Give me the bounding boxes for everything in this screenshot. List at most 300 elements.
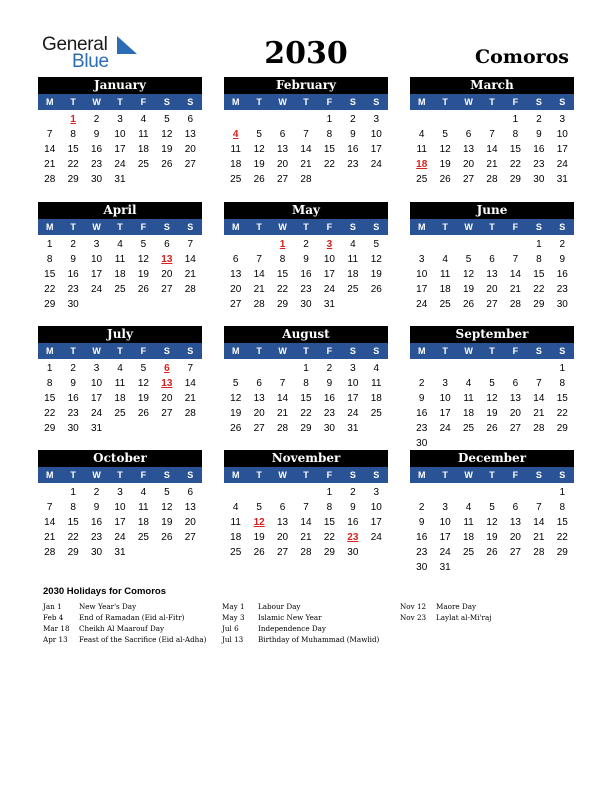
day-cell: 2: [536, 114, 542, 125]
day-cell: 5: [373, 239, 380, 250]
weekday-label: S: [535, 346, 542, 356]
day-cell: 4: [117, 363, 123, 374]
weekday-label: S: [163, 470, 170, 480]
day-cell: 24: [91, 284, 103, 295]
day-cell: 26: [161, 159, 173, 170]
day-cell: 5: [232, 378, 239, 389]
weekday-label: T: [70, 222, 76, 232]
weekday-label: M: [45, 222, 54, 232]
day-cell: 22: [44, 284, 56, 295]
day-cell: 9: [70, 378, 76, 389]
day-cell: 27: [509, 423, 521, 434]
day-cell: 24: [370, 159, 382, 170]
day-cell: 24: [556, 159, 568, 170]
day-cell: 11: [230, 517, 241, 528]
day-cell: 30: [347, 547, 359, 558]
day-cell: 9: [303, 254, 309, 265]
day-cell: 29: [44, 299, 56, 310]
holiday-name: New Year's Day: [79, 602, 137, 611]
day-cell: 5: [140, 363, 147, 374]
day-cell: 27: [509, 547, 521, 558]
day-cell: 18: [230, 532, 242, 543]
day-cell: 11: [114, 378, 126, 389]
weekday-label: M: [231, 346, 240, 356]
day-cell: 3: [117, 114, 123, 125]
day-cell: 29: [44, 423, 56, 434]
weekday-label: T: [117, 470, 123, 480]
day-cell: 17: [370, 144, 382, 155]
holiday-item: [43, 601, 206, 612]
month-title: April: [38, 202, 202, 219]
day-cell: 1: [303, 363, 309, 374]
day-cell: 1: [326, 114, 333, 125]
day-cell: 26: [486, 547, 498, 558]
empty-cell: [247, 485, 270, 500]
day-cell: 14: [509, 269, 521, 280]
weekday-label: S: [373, 222, 380, 232]
day-cell: 27: [486, 299, 498, 310]
day-cell: 14: [277, 393, 289, 404]
day-cell: 8: [536, 254, 542, 265]
empty-cell: [480, 112, 503, 127]
day-cell: 14: [486, 144, 498, 155]
day-cell: 3: [93, 239, 100, 250]
day-cell: 8: [279, 254, 286, 265]
day-cell: 11: [138, 502, 149, 513]
day-cell: 31: [323, 299, 335, 310]
day-cell: 12: [230, 393, 242, 404]
day-cell: 17: [439, 532, 451, 543]
holiday-item: [43, 612, 206, 623]
month-title: October: [38, 450, 202, 467]
day-cell: 27: [184, 532, 196, 543]
weekday-label: T: [256, 97, 262, 107]
day-cell: 11: [114, 254, 126, 265]
day-grid: [38, 485, 202, 560]
month-title: November: [224, 450, 388, 467]
day-cell: 21: [509, 284, 521, 295]
holiday-date: May 1: [222, 602, 245, 611]
day-cell: 22: [509, 159, 521, 170]
day-cell: 17: [114, 144, 126, 155]
empty-cell: [527, 361, 550, 376]
day-cell: 5: [256, 502, 262, 513]
day-cell: 24: [114, 159, 126, 170]
holiday-date: Nov 23: [400, 613, 427, 622]
day-cell: 22: [323, 532, 335, 543]
holiday-date: Jul 13: [222, 635, 244, 644]
day-cell: 10: [556, 129, 568, 140]
day-cell: 25: [137, 532, 149, 543]
weekday-label: T: [117, 222, 123, 232]
day-cell: 14: [300, 517, 312, 528]
day-cell: 12: [137, 254, 149, 265]
day-cell: 14: [44, 517, 56, 528]
empty-cell: [410, 485, 433, 500]
weekday-label: T: [489, 470, 495, 480]
empty-cell: [271, 361, 294, 376]
empty-cell: [504, 485, 527, 500]
day-cell: 13: [184, 502, 196, 513]
day-cell: 28: [486, 174, 498, 185]
weekday-header: [410, 219, 574, 235]
weekday-label: M: [417, 470, 426, 480]
empty-cell: [410, 237, 433, 252]
weekday-header: [38, 467, 202, 483]
day-cell: 31: [114, 547, 126, 558]
holiday-day-cell: 4: [232, 129, 239, 140]
empty-cell: [457, 361, 480, 376]
day-cell: 9: [350, 129, 356, 140]
weekday-label: S: [559, 346, 566, 356]
day-cell: 2: [70, 239, 76, 250]
month-january: [38, 77, 202, 187]
weekday-header: [38, 219, 202, 235]
weekday-header: [224, 219, 388, 235]
day-cell: 14: [300, 144, 312, 155]
weekday-label: S: [373, 470, 380, 480]
weekday-label: W: [278, 222, 287, 232]
day-cell: 7: [536, 378, 542, 389]
day-cell: 17: [91, 393, 103, 404]
weekday-label: T: [117, 346, 123, 356]
weekday-label: M: [231, 97, 240, 107]
holiday-item: [400, 601, 491, 612]
day-cell: 7: [279, 378, 286, 389]
day-cell: 26: [253, 174, 265, 185]
day-cell: 11: [230, 144, 241, 155]
day-cell: 25: [114, 408, 126, 419]
weekday-label: W: [464, 97, 473, 107]
day-cell: 24: [439, 423, 451, 434]
empty-cell: [410, 361, 433, 376]
day-cell: 16: [416, 408, 428, 419]
day-cell: 23: [556, 284, 568, 295]
day-cell: 28: [184, 408, 196, 419]
day-cell: 5: [164, 487, 170, 498]
day-cell: 30: [533, 174, 545, 185]
weekday-label: T: [442, 470, 448, 480]
weekday-label: W: [278, 97, 287, 107]
day-cell: 3: [117, 487, 123, 498]
day-cell: 12: [137, 378, 149, 389]
weekday-label: S: [559, 470, 566, 480]
day-cell: 13: [509, 517, 521, 528]
day-cell: 27: [277, 174, 289, 185]
day-cell: 24: [323, 284, 335, 295]
holiday-day-cell: 18: [416, 159, 428, 170]
weekday-label: F: [326, 222, 333, 232]
month-april: [38, 202, 202, 312]
day-cell: 21: [184, 269, 196, 280]
weekday-label: M: [45, 346, 54, 356]
day-grid: [38, 237, 202, 312]
day-cell: 12: [463, 269, 475, 280]
holiday-item: [222, 601, 379, 612]
day-cell: 17: [439, 408, 451, 419]
day-cell: 23: [323, 408, 335, 419]
holiday-day-cell: 23: [347, 532, 359, 543]
day-cell: 18: [439, 284, 451, 295]
empty-cell: [224, 485, 247, 500]
day-cell: 12: [161, 129, 173, 140]
weekday-label: S: [373, 97, 380, 107]
day-cell: 4: [140, 487, 147, 498]
weekday-header: [410, 343, 574, 359]
day-cell: 27: [230, 299, 242, 310]
day-cell: 20: [509, 408, 521, 419]
day-cell: 6: [232, 254, 239, 265]
holiday-item: [222, 634, 379, 645]
day-cell: 26: [230, 423, 242, 434]
month-title: July: [38, 326, 202, 343]
day-cell: 5: [256, 129, 262, 140]
day-cell: 25: [463, 423, 475, 434]
day-cell: 11: [463, 517, 474, 528]
day-cell: 17: [114, 517, 126, 528]
weekday-label: S: [349, 346, 356, 356]
day-cell: 31: [114, 174, 126, 185]
holiday-item: [222, 623, 379, 634]
day-cell: 20: [277, 159, 289, 170]
day-cell: 13: [230, 269, 242, 280]
day-cell: 9: [326, 378, 333, 389]
empty-cell: [504, 361, 527, 376]
month-august: [224, 326, 388, 436]
month-february: [224, 77, 388, 187]
logo-text-general: General: [42, 34, 108, 55]
day-cell: 5: [442, 129, 448, 140]
empty-cell: [271, 112, 294, 127]
day-cell: 13: [486, 269, 498, 280]
day-cell: 18: [463, 532, 475, 543]
weekday-label: F: [140, 222, 147, 232]
day-grid: [224, 237, 388, 312]
weekday-label: S: [163, 97, 170, 107]
day-grid: [38, 112, 202, 187]
day-cell: 27: [253, 423, 265, 434]
day-grid: [38, 361, 202, 436]
day-cell: 9: [70, 254, 76, 265]
weekday-header: [410, 94, 574, 110]
day-cell: 26: [486, 423, 498, 434]
weekday-label: T: [256, 470, 262, 480]
day-cell: 22: [277, 284, 289, 295]
day-cell: 25: [416, 174, 428, 185]
empty-cell: [294, 485, 317, 500]
day-cell: 8: [559, 378, 566, 389]
weekday-label: S: [535, 470, 542, 480]
day-cell: 31: [439, 562, 451, 573]
day-cell: 26: [137, 408, 149, 419]
day-cell: 7: [187, 239, 194, 250]
month-june: [410, 202, 574, 312]
day-cell: 13: [277, 517, 289, 528]
day-cell: 20: [161, 269, 173, 280]
day-cell: 29: [556, 547, 568, 558]
day-cell: 16: [533, 144, 545, 155]
day-cell: 18: [137, 144, 149, 155]
weekday-label: M: [417, 97, 426, 107]
day-cell: 22: [44, 408, 56, 419]
empty-cell: [457, 112, 480, 127]
day-cell: 19: [161, 144, 173, 155]
day-cell: 26: [137, 284, 149, 295]
day-cell: 19: [486, 532, 498, 543]
weekday-header: [38, 343, 202, 359]
day-cell: 1: [46, 239, 53, 250]
day-cell: 29: [323, 547, 335, 558]
day-cell: 27: [184, 159, 196, 170]
day-cell: 17: [370, 517, 382, 528]
day-cell: 21: [44, 532, 56, 543]
day-cell: 17: [556, 144, 568, 155]
month-october: [38, 450, 202, 560]
weekday-label: W: [92, 470, 101, 480]
day-cell: 6: [465, 129, 472, 140]
day-cell: 7: [256, 254, 262, 265]
day-cell: 20: [277, 532, 289, 543]
holiday-column: [43, 601, 206, 645]
day-cell: 27: [277, 547, 289, 558]
day-cell: 9: [536, 129, 542, 140]
day-cell: 1: [512, 114, 519, 125]
day-cell: 11: [416, 144, 427, 155]
day-cell: 6: [187, 487, 194, 498]
day-cell: 28: [44, 174, 56, 185]
day-cell: 16: [67, 269, 79, 280]
day-cell: 15: [67, 144, 79, 155]
day-cell: 12: [486, 393, 498, 404]
day-cell: 15: [533, 269, 545, 280]
weekday-header: [224, 467, 388, 483]
weekday-label: T: [256, 222, 262, 232]
month-november: [224, 450, 388, 560]
day-grid: [410, 237, 574, 312]
day-cell: 24: [91, 408, 103, 419]
month-title: February: [224, 77, 388, 94]
day-cell: 12: [486, 517, 498, 528]
day-cell: 14: [184, 254, 196, 265]
empty-cell: [433, 361, 456, 376]
day-cell: 30: [91, 547, 103, 558]
day-cell: 20: [486, 284, 498, 295]
weekday-label: F: [140, 97, 147, 107]
day-cell: 14: [184, 378, 196, 389]
weekday-label: T: [70, 97, 76, 107]
empty-cell: [480, 485, 503, 500]
day-cell: 21: [277, 408, 289, 419]
day-cell: 14: [533, 517, 545, 528]
day-cell: 28: [300, 547, 312, 558]
day-cell: 16: [347, 517, 359, 528]
day-cell: 15: [556, 393, 568, 404]
day-cell: 13: [509, 393, 521, 404]
weekday-header: [224, 94, 388, 110]
weekday-label: S: [349, 470, 356, 480]
day-cell: 10: [91, 254, 103, 265]
day-cell: 19: [137, 393, 149, 404]
weekday-label: T: [442, 97, 448, 107]
weekday-label: S: [187, 470, 194, 480]
weekday-header: [38, 94, 202, 110]
holiday-date: May 3: [222, 613, 245, 622]
day-cell: 1: [559, 487, 566, 498]
weekday-label: F: [512, 222, 519, 232]
day-cell: 7: [512, 254, 519, 265]
holiday-name: Laylat al-Mi'raj: [436, 613, 492, 622]
day-cell: 12: [439, 144, 451, 155]
day-cell: 22: [300, 408, 312, 419]
day-cell: 15: [300, 393, 312, 404]
day-cell: 8: [70, 502, 76, 513]
weekday-header: [410, 467, 574, 483]
holiday-day-cell: 1: [279, 239, 286, 250]
day-cell: 19: [161, 517, 173, 528]
holiday-column: [400, 601, 491, 623]
holiday-date: Feb 4: [43, 613, 64, 622]
day-cell: 19: [370, 269, 382, 280]
day-cell: 2: [418, 502, 425, 513]
day-cell: 8: [512, 129, 519, 140]
day-cell: 9: [559, 254, 566, 265]
day-cell: 2: [70, 363, 76, 374]
day-cell: 22: [556, 408, 568, 419]
day-cell: 29: [533, 299, 545, 310]
weekday-label: T: [70, 346, 76, 356]
day-cell: 1: [70, 487, 76, 498]
empty-cell: [38, 112, 61, 127]
day-cell: 26: [463, 299, 475, 310]
weekday-label: S: [349, 97, 356, 107]
weekday-label: W: [92, 222, 101, 232]
day-cell: 23: [347, 159, 359, 170]
holidays-title: 2030 Holidays for Comoros: [43, 586, 167, 597]
day-cell: 8: [559, 502, 566, 513]
day-cell: 4: [140, 114, 147, 125]
day-cell: 13: [463, 144, 475, 155]
day-cell: 30: [416, 562, 428, 573]
day-cell: 23: [67, 408, 79, 419]
day-cell: 8: [326, 129, 333, 140]
country-name: Comoros: [475, 46, 569, 68]
weekday-label: T: [442, 222, 448, 232]
day-cell: 30: [300, 299, 312, 310]
day-cell: 9: [93, 129, 100, 140]
day-cell: 10: [347, 378, 359, 389]
day-cell: 2: [303, 239, 309, 250]
day-cell: 10: [370, 502, 382, 513]
day-cell: 3: [373, 114, 380, 125]
day-cell: 7: [187, 363, 194, 374]
weekday-label: S: [373, 346, 380, 356]
day-cell: 3: [373, 487, 380, 498]
day-cell: 18: [114, 393, 126, 404]
day-cell: 15: [44, 269, 56, 280]
holiday-name: Islamic New Year: [258, 613, 322, 622]
day-cell: 24: [416, 299, 428, 310]
day-cell: 9: [418, 517, 425, 528]
day-cell: 27: [161, 408, 173, 419]
weekday-label: F: [140, 346, 147, 356]
holiday-name: Maore Day: [436, 602, 477, 611]
day-cell: 28: [533, 547, 545, 558]
empty-cell: [527, 485, 550, 500]
day-cell: 7: [46, 502, 53, 513]
day-cell: 11: [371, 378, 382, 389]
day-cell: 26: [370, 284, 382, 295]
weekday-label: F: [326, 346, 333, 356]
